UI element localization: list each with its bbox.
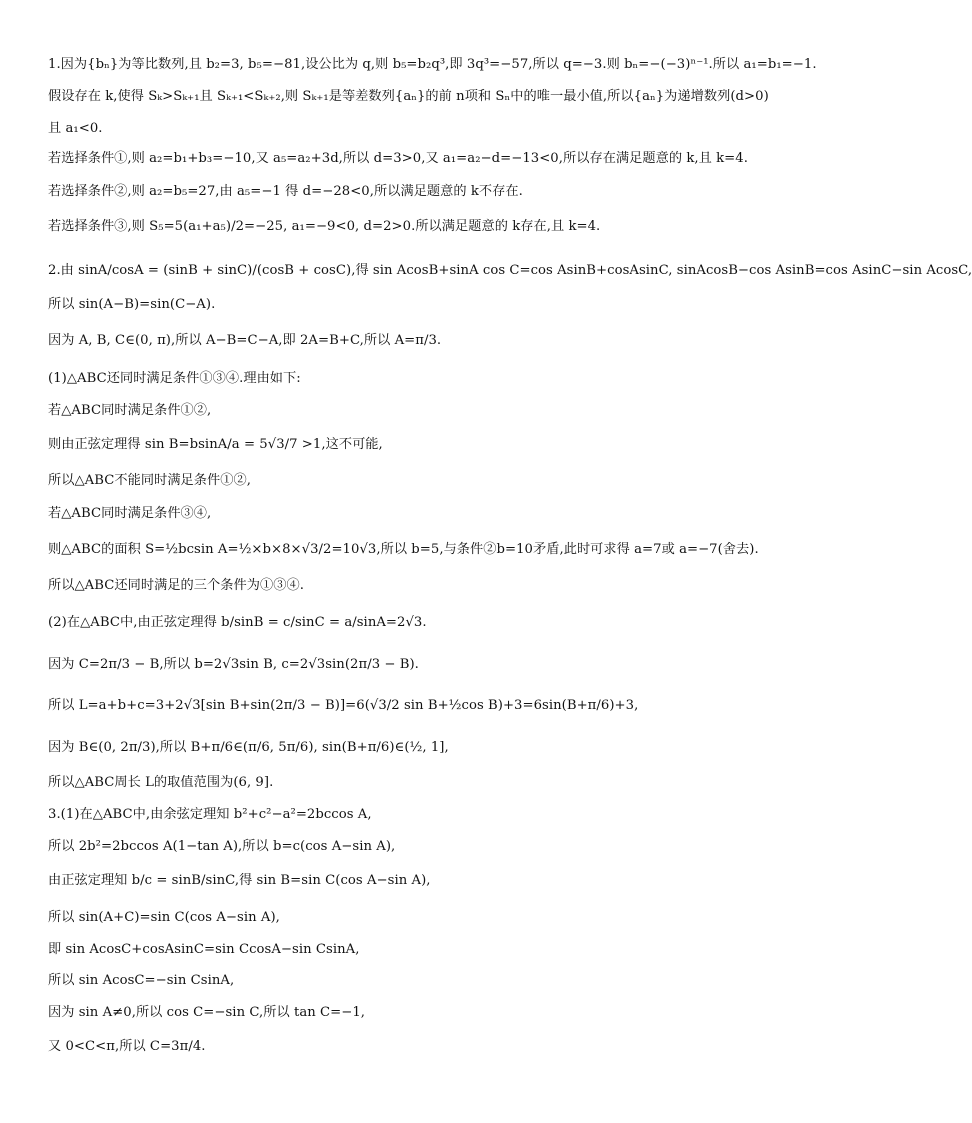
problem-2-line-9: 则△ABC的面积 S=½bcsin A=½×b×8×√3/2=10√3,所以 b=5,与条件②b=10矛盾,此时可求得 a=7或 a=−7(舍去).	[48, 542, 759, 557]
problem-3-line-2: 所以 2b²=2bccos A(1−tan A),所以 b=c(cos A−sin A),	[48, 839, 396, 854]
problem-3-line-7: 因为 sin A≠0,所以 cos C=−sin C,所以 tan C=−1,	[48, 1005, 366, 1020]
problem-2-line-3: 因为 A, B, C∈(0, π),所以 A−B=C−A,即 2A=B+C,所以 A=π/3.	[48, 333, 442, 348]
problem-2-line-1: 2.由 sinA/cosA = (sinB + sinC)/(cosB + cosC),得 sin AcosB+sinA cos C=cos AsinB+cosAsinC, sinAcosB−cos AsinB=cos AsinC−sin AcosC,	[48, 263, 972, 278]
condition-2-line: 若选择条件②,则 a₂=b₅=27,由 a₅=−1 得 d=−28<0,所以满足题意的 k不存在.	[48, 184, 523, 199]
problem-2-part-2-heading: (2)在△ABC中,由正弦定理得 b/sinB = c/sinC = a/sinA=2√3.	[48, 615, 427, 630]
problem-3-line-1: 3.(1)在△ABC中,由余弦定理知 b²+c²−a²=2bccos A,	[48, 807, 372, 822]
problem-2-line-14: 因为 B∈(0, 2π/3),所以 B+π/6∈(π/6, 5π/6), sin(B+π/6)∈(½, 1],	[48, 740, 449, 755]
problem-1-line-1: 1.因为{bₙ}为等比数列,且 b₂=3, b₅=−81,设公比为 q,则 b₅=b₂q³,即 3q³=−57,所以 q=−3.则 bₙ=−(−3)ⁿ⁻¹.所以 a₁=b₁=−1.	[48, 57, 817, 72]
problem-2-part-1-heading: (1)△ABC还同时满足条件①③④.理由如下:	[48, 371, 301, 386]
condition-3-line: 若选择条件③,则 S₅=5(a₁+a₅)/2=−25, a₁=−9<0, d=2>0.所以满足题意的 k存在,且 k=4.	[48, 219, 601, 234]
problem-2-line-8: 若△ABC同时满足条件③④,	[48, 506, 212, 521]
problem-2-line-12: 因为 C=2π/3 − B,所以 b=2√3sin B, c=2√3sin(2π/3 − B).	[48, 657, 419, 672]
problem-2-line-10: 所以△ABC还同时满足的三个条件为①③④.	[48, 578, 304, 593]
problem-1-line-2: 假设存在 k,使得 Sₖ>Sₖ₊₁且 Sₖ₊₁<Sₖ₊₂,则 Sₖ₊₁是等差数列{aₙ}的前 n项和 Sₙ中的唯一最小值,所以{aₙ}为递增数列(d>0)	[48, 89, 769, 104]
problem-3-line-3: 由正弦定理知 b/c = sinB/sinC,得 sin B=sin C(cos A−sin A),	[48, 873, 431, 888]
problem-3-line-5: 即 sin AcosC+cosAsinC=sin CcosA−sin CsinA,	[48, 942, 360, 957]
problem-2-line-5: 若△ABC同时满足条件①②,	[48, 403, 212, 418]
problem-2-line-15: 所以△ABC周长 L的取值范围为(6, 9].	[48, 775, 274, 790]
problem-2-line-13: 所以 L=a+b+c=3+2√3[sin B+sin(2π/3 − B)]=6(√3/2 sin B+½cos B)+3=6sin(B+π/6)+3,	[48, 698, 639, 713]
problem-3-line-4: 所以 sin(A+C)=sin C(cos A−sin A),	[48, 910, 280, 925]
problem-3-line-8: 又 0<C<π,所以 C=3π/4.	[48, 1039, 206, 1054]
condition-1-line: 若选择条件①,则 a₂=b₁+b₃=−10,又 a₅=a₂+3d,所以 d=3>0,又 a₁=a₂−d=−13<0,所以存在满足题意的 k,且 k=4.	[48, 151, 748, 166]
problem-1-line-3: 且 a₁<0.	[48, 121, 103, 136]
problem-2-line-7: 所以△ABC不能同时满足条件①②,	[48, 473, 251, 488]
problem-2-line-6: 则由正弦定理得 sin B=bsinA/a = 5√3/7 >1,这不可能,	[48, 437, 383, 452]
problem-2-line-2: 所以 sin(A−B)=sin(C−A).	[48, 297, 216, 312]
problem-3-line-6: 所以 sin AcosC=−sin CsinA,	[48, 973, 235, 988]
